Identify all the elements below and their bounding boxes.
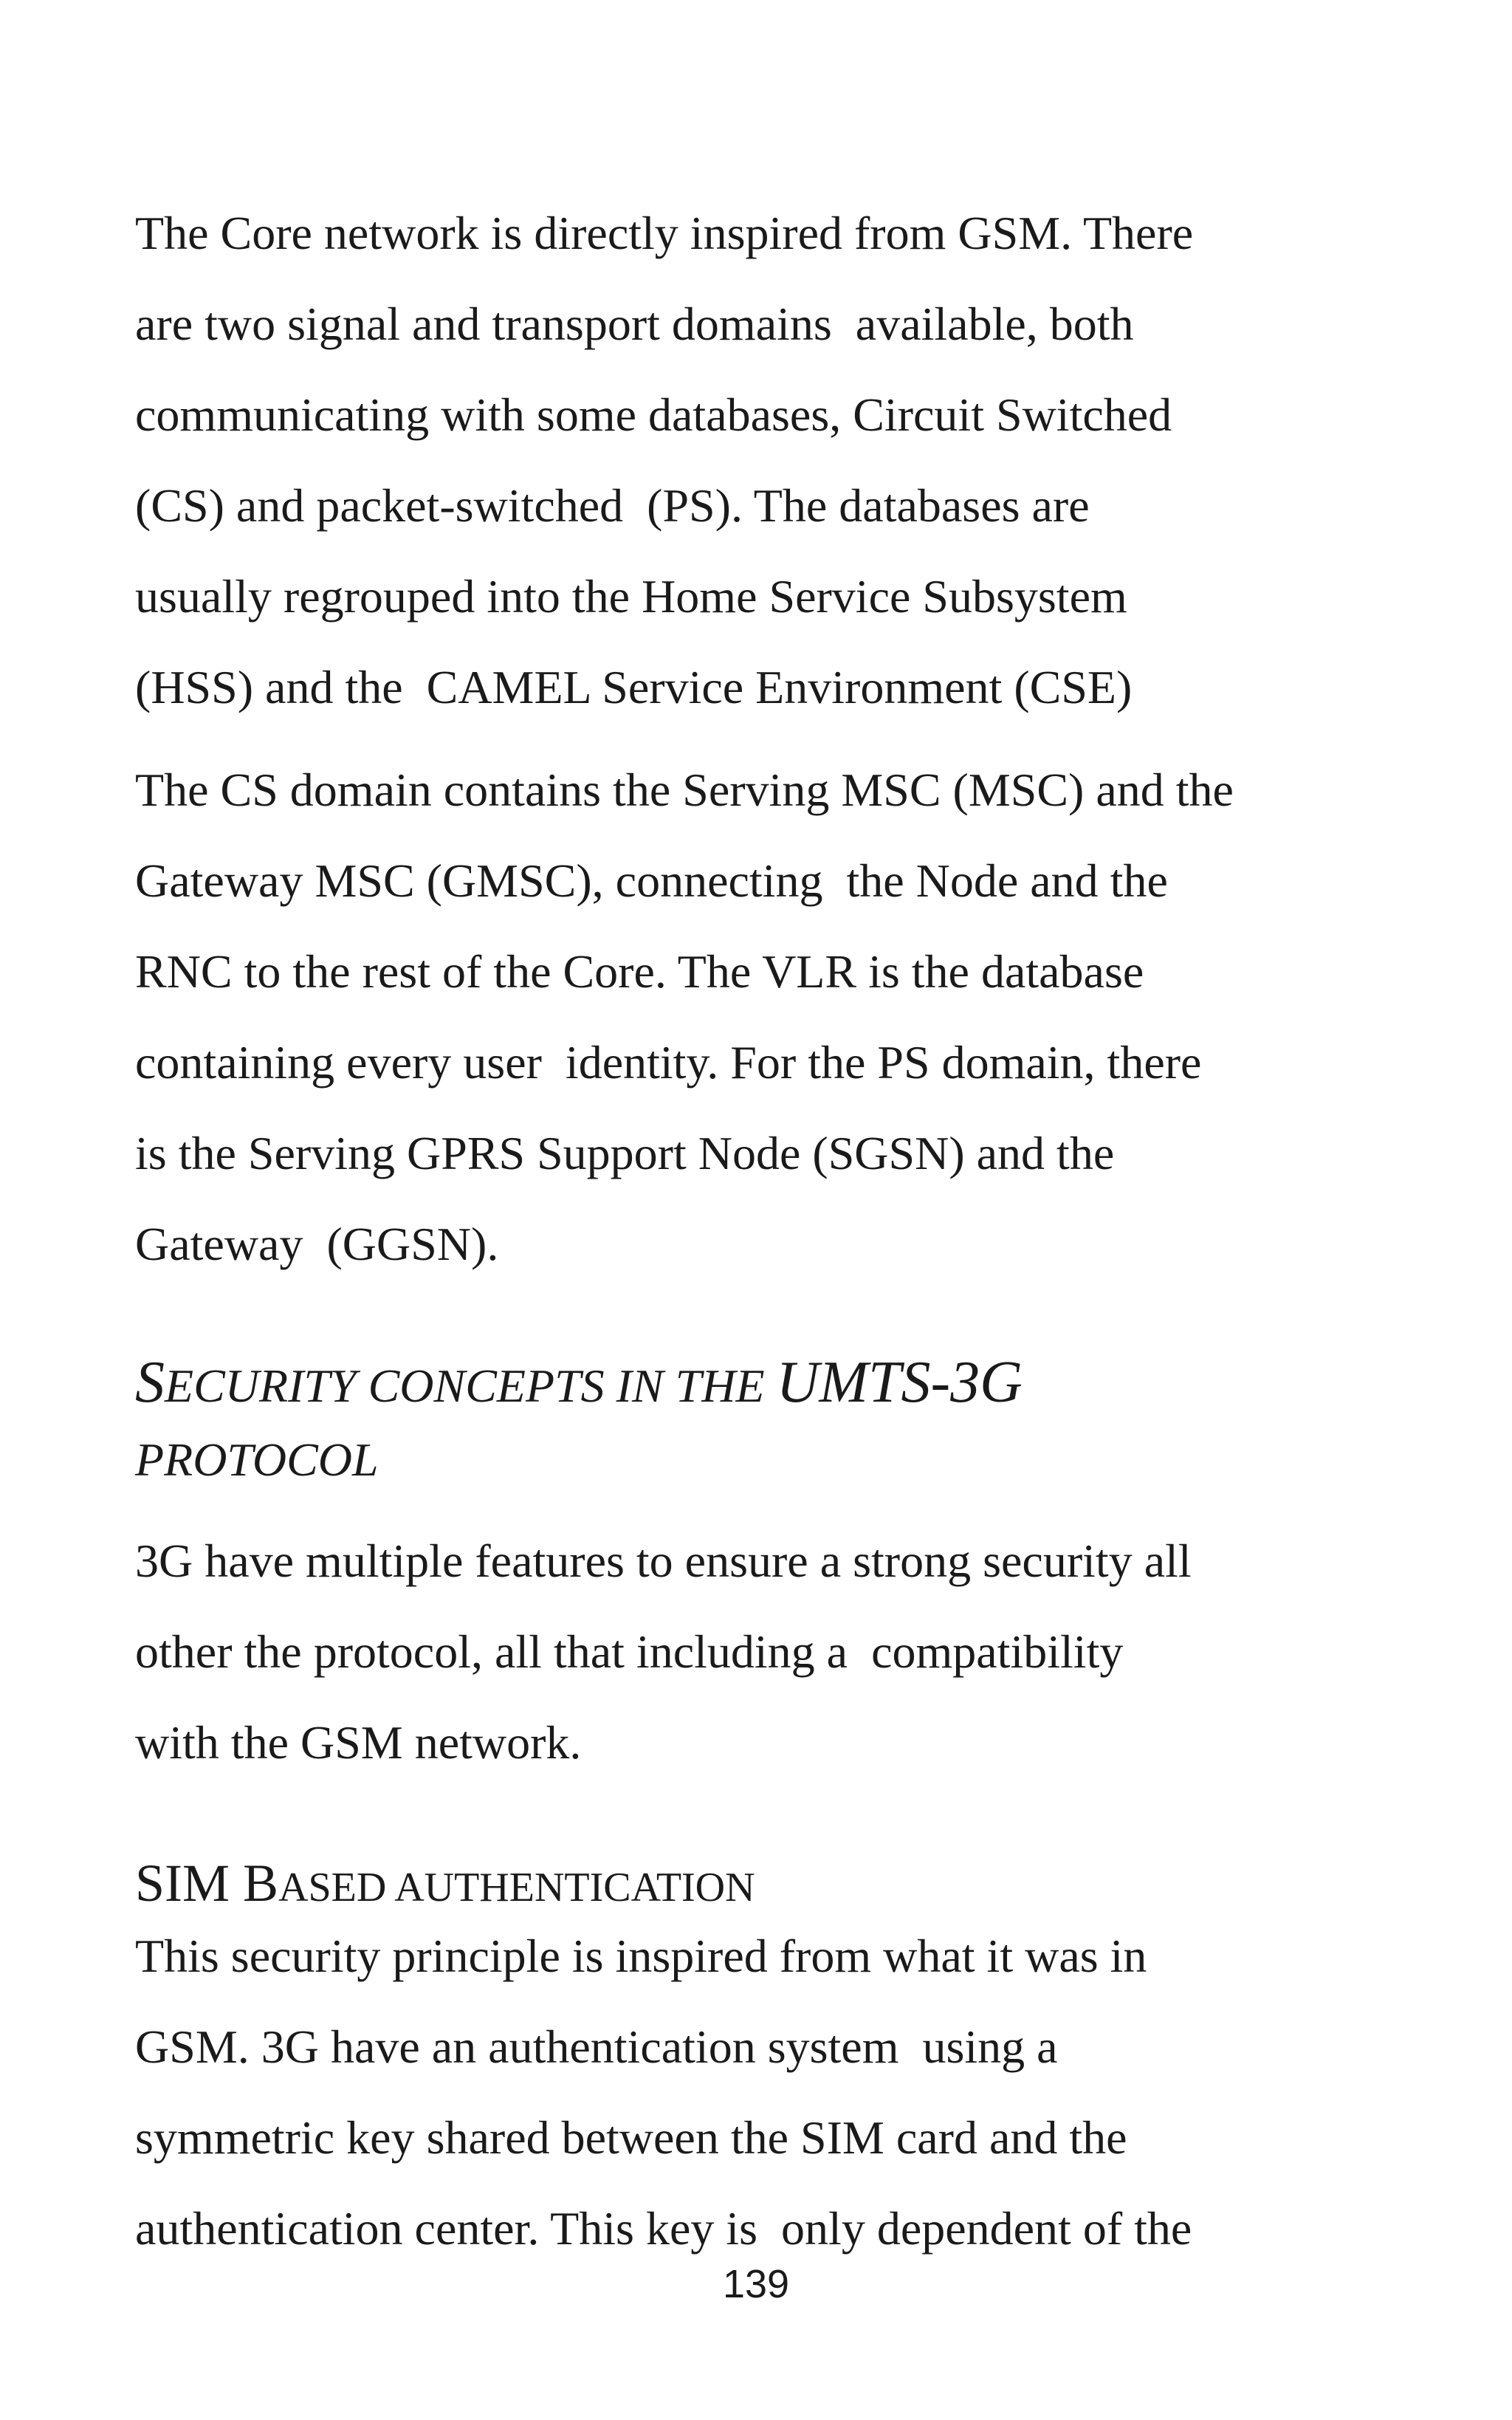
text-line: 3G have multiple features to ensure a strong security all [135,1535,1192,1587]
text-line: symmetric key shared between the SIM card and the [135,2111,1127,2164]
text-line: The CS domain contains the Serving MSC (MSC) and the [135,764,1234,816]
heading-initial: S [135,1350,165,1415]
text-line: (HSS) and the CAMEL Service Environment (CSE) [135,661,1133,713]
subheading-caps: SIM B [135,1854,279,1913]
text-line: GSM. 3G have an authentication system using a [135,2020,1058,2073]
paragraph-3g-features [135,1515,1405,1788]
text-line: other the protocol, all that including a compatibility [135,1625,1124,1678]
text-line: is the Serving GPRS Support Node (SGSN) and the [135,1127,1115,1179]
text-line: are two signal and transport domains available, both [135,298,1134,350]
text-line: with the GSM network. [135,1716,582,1769]
text-line: Gateway (GGSN). [135,1218,499,1270]
subheading-small-caps: ASED AUTHENTICATION [278,1865,755,1910]
paragraph-cs-domain [135,744,1405,1289]
text-line: Gateway MSC (GMSC), connecting the Node and the [135,854,1168,907]
heading-line-2: PROTOCOL [135,1433,379,1486]
text-line: The Core network is directly inspired from GSM. There [135,207,1194,259]
text-line: communicating with some databases, Circuit Switched [135,388,1172,441]
text-line: (CS) and packet-switched (PS). The databases are [135,479,1090,532]
text-line: This security principle is inspired from what it was in [135,1930,1147,1982]
heading-small-caps: ECURITY CONCEPTS IN THE [165,1360,777,1412]
text-line: usually regrouped into the Home Service Subsystem [135,570,1127,623]
page-number: 139 [722,2262,790,2306]
section-heading-security-concepts [135,1346,1405,1501]
text-line: RNC to the rest of the Core. The VLR is the database [135,945,1144,998]
paragraph-core-network [135,188,1405,733]
text-line: containing every user identity. For the PS domain, there [135,1036,1202,1089]
paragraph-sim-authentication [135,1910,1405,2274]
text-line: authentication center. This key is only dependent of the [135,2202,1192,2255]
heading-acronym: UMTS-3G [776,1350,1023,1415]
